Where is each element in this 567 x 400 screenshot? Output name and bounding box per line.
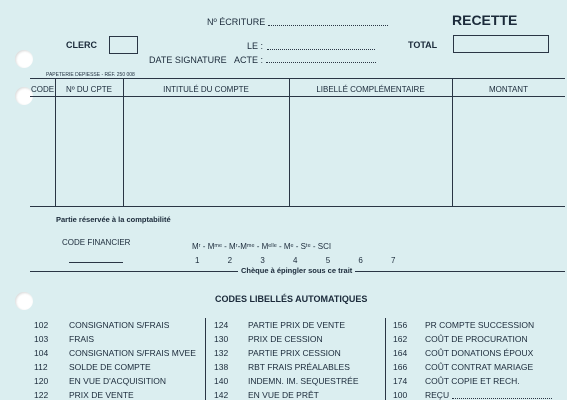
table-top-border (30, 78, 565, 79)
code-number: 164 (393, 348, 408, 358)
code-label: COÛT CONTRAT MARIAGE (425, 362, 534, 372)
code-number: 138 (214, 362, 229, 372)
code-label: COÛT DE PROCURATION (425, 334, 528, 344)
punch-hole-icon (15, 50, 33, 68)
code-label: PRIX DE CESSION (248, 334, 323, 344)
code-label: REÇU (425, 390, 450, 400)
code-label: PARTIE PRIX CESSION (248, 348, 341, 358)
code-number: 103 (34, 334, 49, 344)
civilite-list: Mʳ - Mᵐᵉ - Mʳ-Mᵐᵉ - Mᵉˡˡᵉ - Mᵉ - Sᵗᵉ - SCI (192, 242, 332, 251)
column-header-code: CODE (30, 85, 55, 94)
code-number: 104 (34, 348, 49, 358)
numero-ecriture-field[interactable] (268, 25, 388, 26)
code-label: PR COMPTE SUCCESSION (425, 320, 535, 330)
code-label: COÛT DONATIONS ÉPOUX (425, 348, 534, 358)
code-label: FRAIS (69, 334, 95, 344)
code-number: 140 (214, 376, 229, 386)
code-label: PRIX DE VENTE (69, 390, 134, 400)
code-number: 142 (214, 390, 229, 400)
total-field[interactable] (453, 35, 549, 53)
date-field[interactable] (267, 49, 375, 50)
column-divider (55, 78, 56, 206)
column-divider (123, 78, 124, 206)
code-number: 166 (393, 362, 408, 372)
code-label: SOLDE DE COMPTE (69, 362, 151, 372)
code-number: 102 (34, 320, 49, 330)
code-label: CONSIGNATION S/FRAIS MVEE (69, 348, 196, 358)
column-divider (289, 78, 290, 206)
column-divider (452, 78, 453, 206)
code-number: 112 (34, 362, 48, 372)
cheque-label: Chèque à épingler sous ce trait (238, 266, 355, 275)
acte-field[interactable] (266, 62, 376, 63)
code-number: 156 (393, 320, 408, 330)
code-label: PARTIE PRIX DE VENTE (248, 320, 345, 330)
partie-reservee-label: Partie réservée à la comptabilité (56, 215, 171, 224)
form-title: RECETTE (452, 12, 518, 28)
code-label: RBT FRAIS PRÉALABLES (248, 362, 350, 372)
code-number: 122 (34, 390, 49, 400)
code-label: INDEMN. IM. SEQUESTRÉE (248, 376, 359, 386)
column-header-no-cpte: Nº DU CPTE (65, 85, 113, 94)
civilite-numbers: 1 2 3 4 5 6 7 (195, 256, 396, 265)
acte-label: ACTE : (234, 55, 264, 65)
recu-field[interactable] (452, 398, 552, 399)
column-header-montant: MONTANT (489, 85, 528, 94)
column-header-intitule: INTITULÉ DU COMPTE (163, 85, 249, 94)
code-number: 120 (34, 376, 49, 386)
papeterie-ref: PAPETERIE DEPIESSE - RÉF. 250 008 (46, 72, 135, 78)
code-label: CONSIGNATION S/FRAIS (69, 320, 170, 330)
numero-ecriture-label: Nº ÉCRITURE (207, 17, 266, 27)
code-label: COÛT COPIE ET RECH. (425, 376, 520, 386)
clerc-field[interactable] (109, 36, 138, 54)
le-label: LE : (247, 41, 264, 51)
table-bottom-border (30, 206, 565, 207)
punch-hole-icon (15, 292, 33, 310)
code-number: 100 (393, 390, 408, 400)
code-financier-label: CODE FINANCIER (62, 238, 131, 247)
column-header-libelle: LIBELLÉ COMPLÉMENTAIRE (316, 85, 425, 94)
code-label: EN VUE D'ACQUISITION (69, 376, 167, 386)
code-number: 162 (393, 334, 408, 344)
codes-column-divider (385, 318, 386, 400)
code-number: 174 (393, 376, 408, 386)
codes-title: CODES LIBELLÉS AUTOMATIQUES (215, 294, 368, 304)
date-signature-label: DATE SIGNATURE (149, 55, 227, 65)
codes-column-divider (205, 318, 206, 400)
total-label: TOTAL (408, 40, 438, 50)
code-number: 130 (214, 334, 229, 344)
code-label: EN VUE DE PRÊT (248, 390, 319, 400)
code-number: 132 (214, 348, 229, 358)
table-header-divider (30, 96, 565, 97)
code-number: 124 (214, 320, 229, 330)
clerc-label: CLERC (66, 40, 97, 50)
code-financier-field[interactable] (69, 262, 123, 263)
